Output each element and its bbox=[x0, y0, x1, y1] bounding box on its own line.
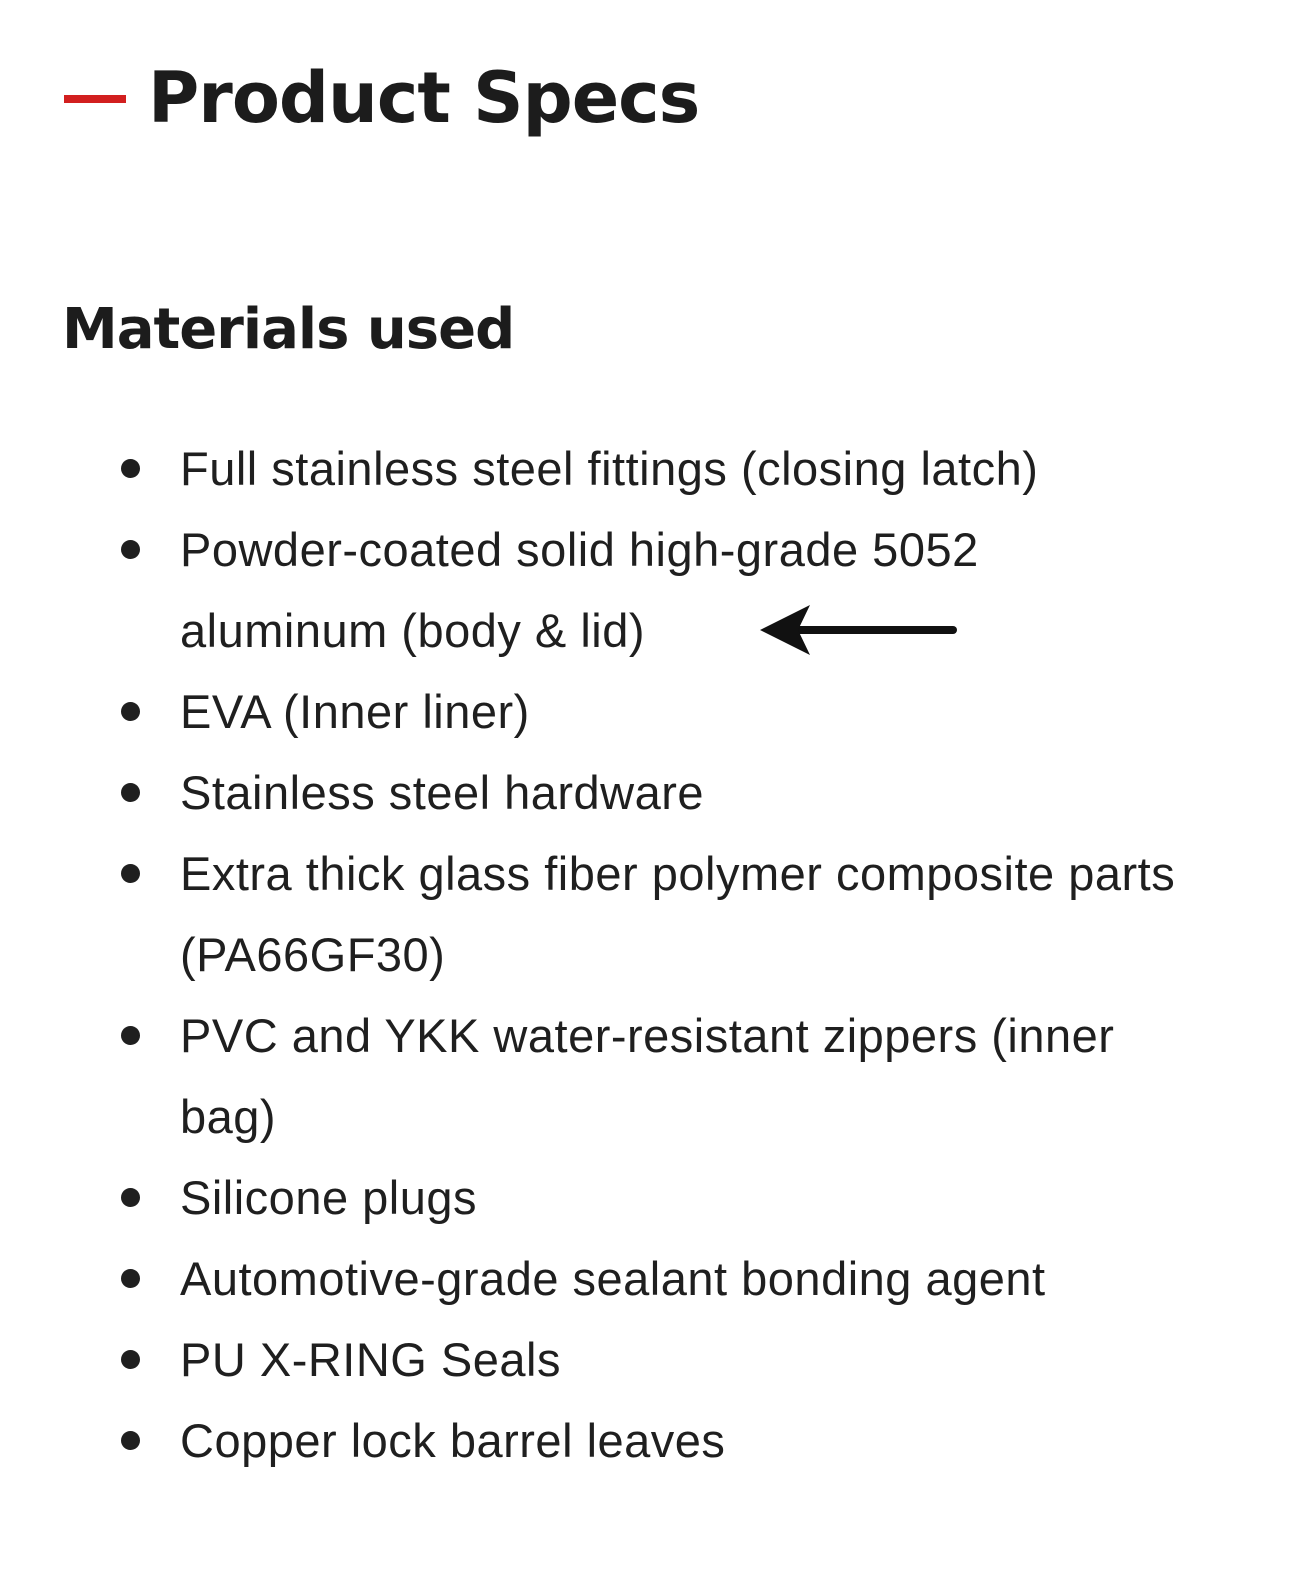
list-item-text: PU X-RING Seals bbox=[180, 1333, 561, 1386]
list-item bbox=[0, 1400, 1180, 1481]
list-item bbox=[0, 671, 1180, 752]
list-item-text: Silicone plugs bbox=[180, 1171, 478, 1224]
list-item-text: PVC and YKK water-resistant zippers (inner bag) bbox=[180, 1009, 1115, 1143]
bullet-icon bbox=[121, 459, 140, 478]
list-item-text: Full stainless steel fittings (closing latch) bbox=[180, 442, 1039, 495]
list-item-text: EVA (Inner liner) bbox=[180, 685, 530, 738]
bullet-icon bbox=[121, 1026, 140, 1045]
list-item bbox=[0, 428, 1180, 509]
left-arrow-icon bbox=[758, 602, 958, 658]
bullet-icon bbox=[121, 1269, 140, 1288]
list-item bbox=[0, 752, 1180, 833]
bullet-icon bbox=[121, 1188, 140, 1207]
list-item bbox=[0, 509, 1180, 671]
title-row bbox=[64, 52, 699, 144]
list-item-text: Extra thick glass fiber polymer composite parts (PA66GF30) bbox=[180, 847, 1176, 981]
bullet-icon bbox=[121, 1350, 140, 1369]
bullet-icon bbox=[121, 540, 140, 559]
bullet-icon bbox=[121, 1431, 140, 1450]
section-heading: Materials used bbox=[62, 297, 515, 362]
list-item-text: Copper lock barrel leaves bbox=[180, 1414, 726, 1467]
bullet-icon bbox=[121, 864, 140, 883]
list-item-text: Powder-coated solid high-grade 5052 aluminum (body & lid) bbox=[180, 523, 979, 657]
list-item bbox=[0, 1157, 1180, 1238]
list-item bbox=[0, 995, 1180, 1157]
materials-list bbox=[0, 428, 1290, 1481]
list-item-text: Automotive-grade sealant bonding agent bbox=[180, 1252, 1046, 1305]
list-item bbox=[0, 1238, 1180, 1319]
list-item-text: Stainless steel hardware bbox=[180, 766, 705, 819]
list-item bbox=[0, 833, 1180, 995]
title-accent-dash bbox=[64, 95, 126, 103]
list-item bbox=[0, 1319, 1180, 1400]
page-title: Product Specs bbox=[148, 57, 700, 139]
bullet-icon bbox=[121, 783, 140, 802]
bullet-icon bbox=[121, 702, 140, 721]
